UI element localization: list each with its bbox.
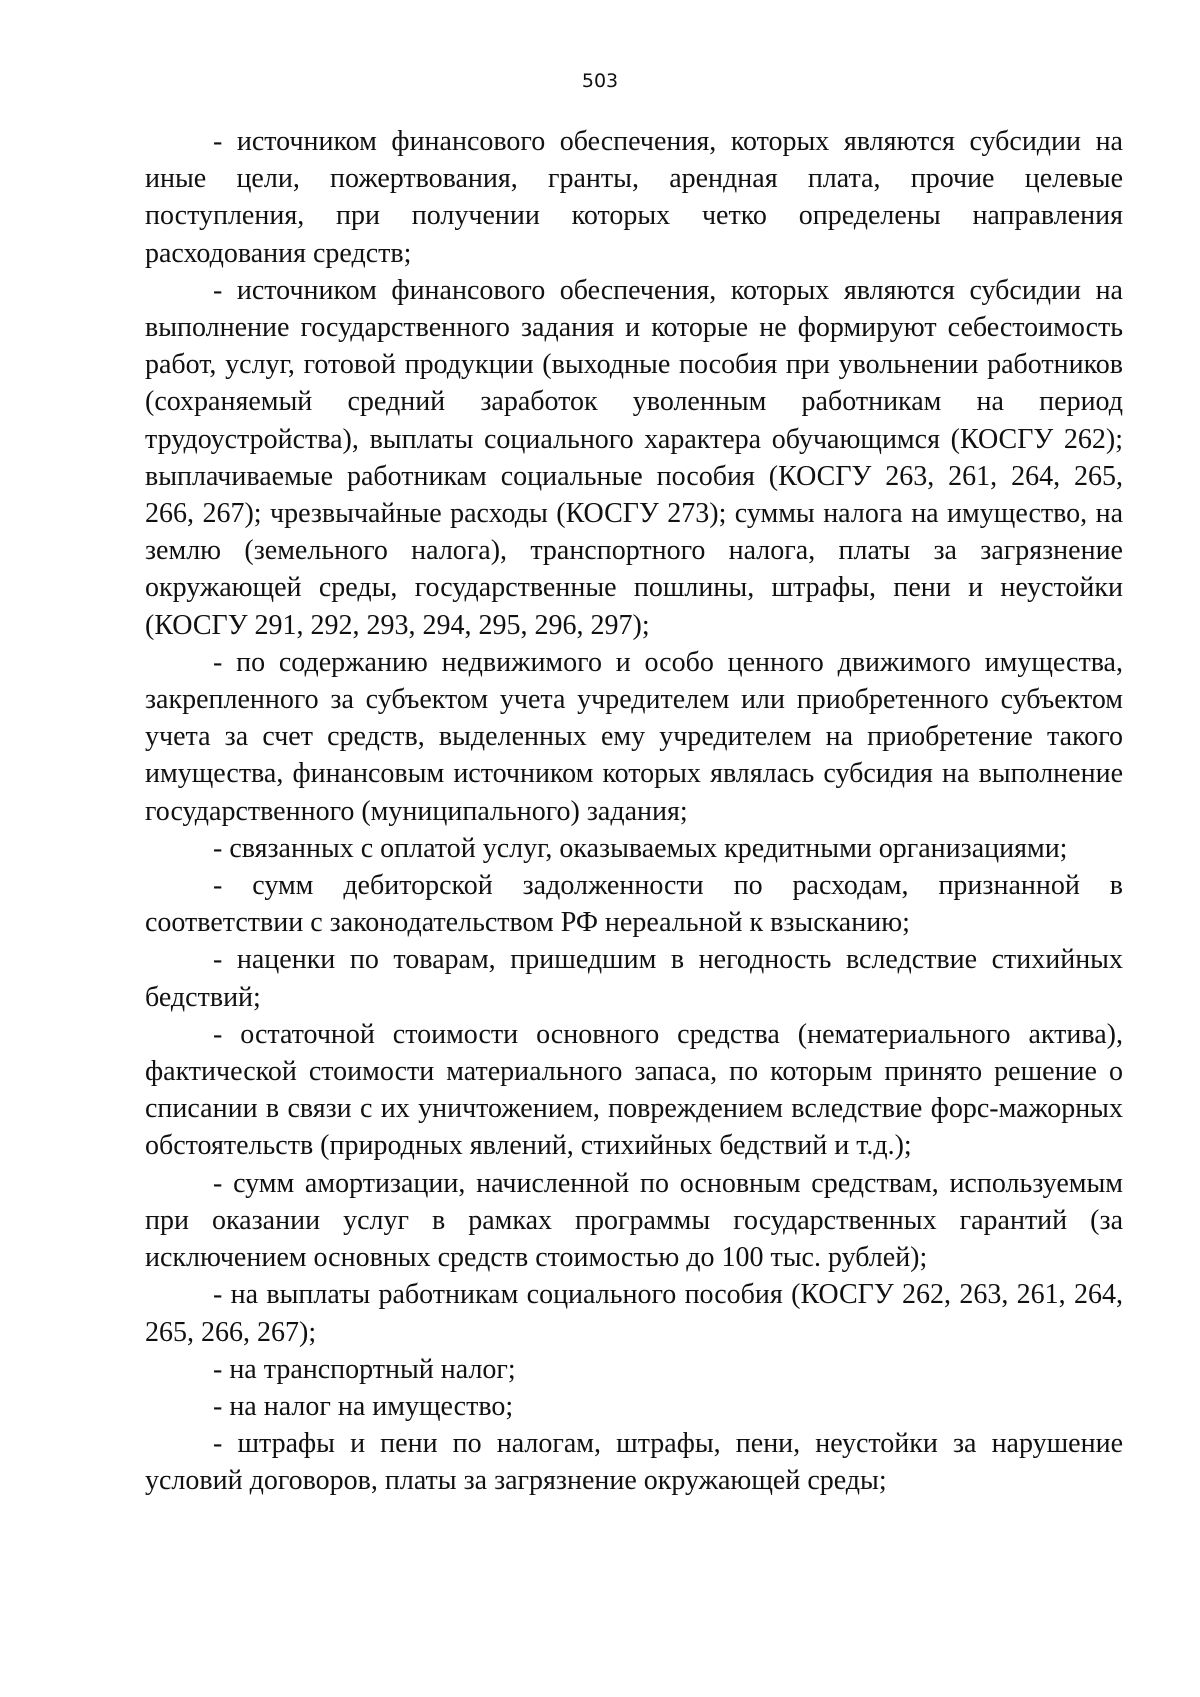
paragraph: - связанных с оплатой услуг, оказываемых кредитными организациями; (213, 832, 1068, 864)
paragraph: - по содержанию недвижимого и особо ценного движимого имущества, закрепленного за субъектом учета учредителем или приобретенного субъектом учета за счет средств, выделенных ему учредителем на приобретение такого имущества, финансовым источником которых являлась субсидия на выполнение государственного (муниципального) задания; (145, 646, 1123, 827)
paragraph: - наценки по товарам, пришедшим в негодность вследствие стихийных бедствий; (145, 944, 1123, 1013)
paragraph: - на налог на имущество; (213, 1390, 514, 1422)
paragraph: - остаточной стоимости основного средства (нематериального актива), фактической стоимости материального запаса, по которым принято решение о списании в связи с их уничтожением, повреждением вследствие форс-мажорных обстоятельств (природных явлений, стихийных бедствий и т.д.); (145, 1018, 1123, 1162)
paragraph: - штрафы и пени по налогам, штрафы, пени, неустойки за нарушение условий договоров, платы за загрязнение окружающей среды; (145, 1428, 1123, 1497)
paragraph: - на выплаты работникам социального пособия (КОСГУ 262, 263, 261, 264, 265, 266, 267); (145, 1279, 1123, 1348)
paragraph: - на транспортный налог; (213, 1353, 516, 1385)
paragraph: - источником финансового обеспечения, которых являются субсидии на выполнение государственного задания и которые не формируют себестоимость работ, услуг, готовой продукции (выходные пособия при увольнении работников (сохраняемый средний заработок уволенным работникам на период трудоустройства), выплаты социального характера обучающимся (КОСГУ 262); выплачиваемые работникам социальные пособия (КОСГУ 263, 261, 264, 265, 266, 267); чрезвычайные расходы (КОСГУ 273); суммы налога на имущество, на землю (земельного налога), транспортного налога, платы за загрязнение окружающей среды, государственные пошлины, штрафы, пени и неустойки (КОСГУ 291, 292, 293, 294, 295, 296, 297); (145, 274, 1123, 641)
paragraph: - источником финансового обеспечения, которых являются субсидии на иные цели, пожертвования, гранты, арендная плата, прочие целевые поступления, при получении которых четко определены направления расходования средств; (145, 126, 1123, 269)
paragraph: - сумм дебиторской задолженности по расходам, признанной в соответствии с законодательством РФ нереальной к взысканию; (145, 870, 1123, 939)
paragraph: - сумм амортизации, начисленной по основным средствам, используемым при оказании услуг в рамках программы государственных гарантий (за исключением основных средств стоимостью до 100 тыс. рублей); (145, 1167, 1123, 1274)
document-body (145, 123, 1123, 1500)
page-number: 503 (581, 70, 619, 92)
